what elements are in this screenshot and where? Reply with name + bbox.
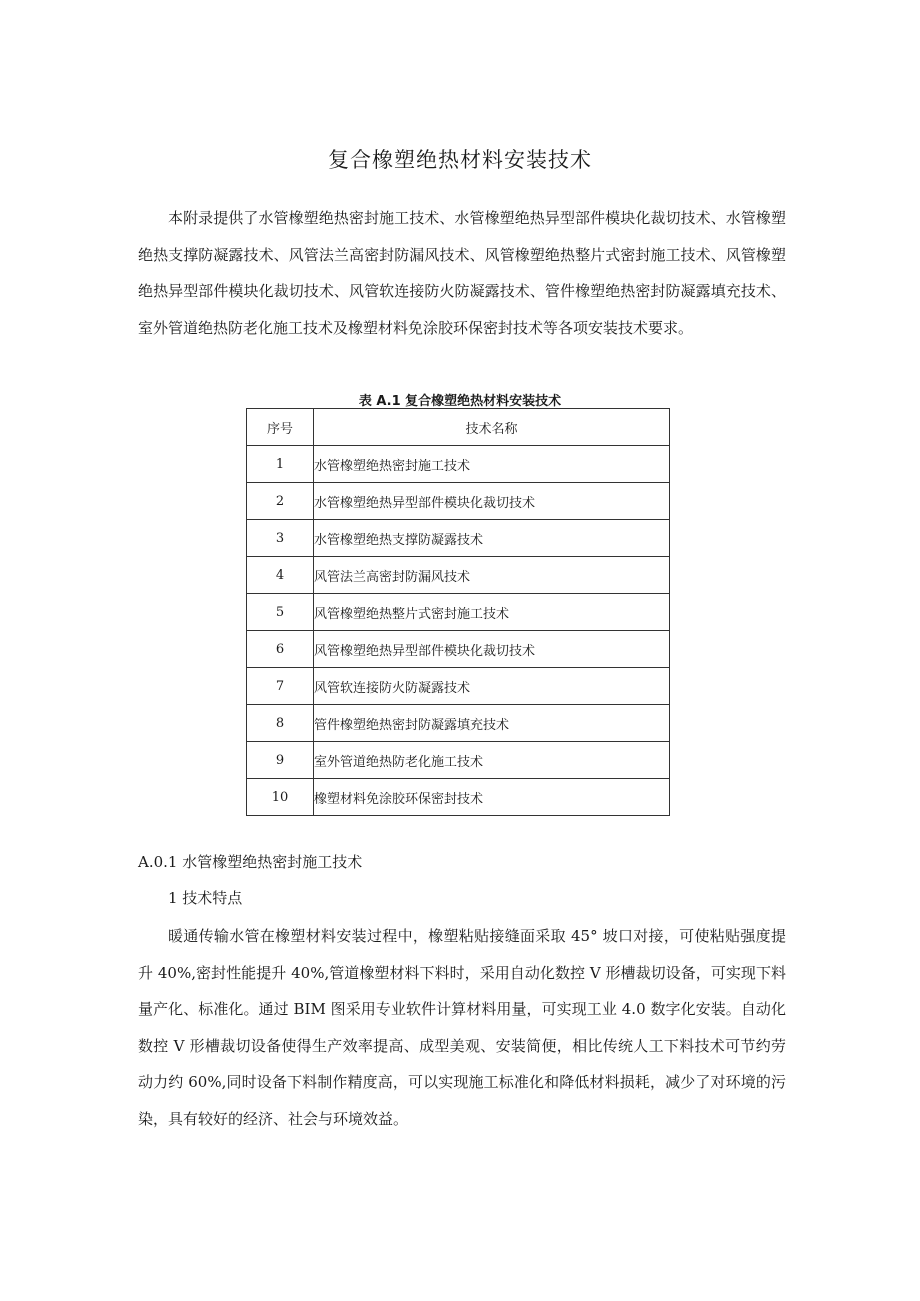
table-header-row <box>247 409 670 446</box>
row-tech-name: 水管橡塑绝热支撑防凝露技术 <box>314 520 670 557</box>
row-number: 8 <box>247 705 314 742</box>
row-number: 9 <box>247 742 314 779</box>
row-tech-name: 风管法兰高密封防漏风技术 <box>314 557 670 594</box>
row-tech-name: 室外管道绝热防老化施工技术 <box>314 742 670 779</box>
table-row <box>247 668 670 705</box>
row-number: 5 <box>247 594 314 631</box>
table-row <box>247 557 670 594</box>
row-number: 6 <box>247 631 314 668</box>
section-heading: A.0.1 水管橡塑绝热密封施工技术 <box>138 853 363 871</box>
row-tech-name: 水管橡塑绝热异型部件模块化裁切技术 <box>314 483 670 520</box>
intro-paragraph: 本附录提供了水管橡塑绝热密封施工技术、水管橡塑绝热异型部件模块化裁切技术、水管橡塑绝热支撑防凝露技术、风管法兰高密封防漏风技术、风管橡塑绝热整片式密封施工技术、风管橡塑绝热异型部件模块化裁切技术、风管软连接防火防凝露技术、管件橡塑绝热密封防凝露填充技术、室外管道绝热防老化施工技术及橡塑材料免涂胶环保密封技术等各项安装技术要求。 <box>138 209 786 337</box>
table-row <box>247 446 670 483</box>
table-row <box>247 483 670 520</box>
table-row <box>247 779 670 816</box>
row-tech-name: 水管橡塑绝热密封施工技术 <box>314 446 670 483</box>
table-row <box>247 594 670 631</box>
section-body-paragraph: 暖通传输水管在橡塑材料安装过程中，橡塑粘贴接缝面采取 45° 坡口对接，可使粘贴强度提升 40%,密封性能提升 40%,管道橡塑材料下料时，采用自动化数控 V 形槽裁切设备，可实现下料量产化、标准化。通过 BIM 图采用专业软件计算材料用量，可实现工业 4.0 数字化安装。自动化数控 V 形槽裁切设备使得生产效率提高、成型美观、安装简便，相比传统人工下料技术可节约劳动力约 60%,同时设备下料制作精度高，可以实现施工标准化和降低材料损耗，减少了对环境的污染，具有较好的经济、社会与环境效益。 <box>138 927 786 1128</box>
row-tech-name: 风管软连接防火防凝露技术 <box>314 668 670 705</box>
header-number: 序号 <box>247 409 314 446</box>
row-number: 4 <box>247 557 314 594</box>
row-number: 1 <box>247 446 314 483</box>
row-tech-name: 风管橡塑绝热异型部件模块化裁切技术 <box>314 631 670 668</box>
row-number: 2 <box>247 483 314 520</box>
row-tech-name: 风管橡塑绝热整片式密封施工技术 <box>314 594 670 631</box>
row-number: 3 <box>247 520 314 557</box>
row-tech-name: 橡塑材料免涂胶环保密封技术 <box>314 779 670 816</box>
header-tech-name: 技术名称 <box>314 409 670 446</box>
page-title: 复合橡塑绝热材料安装技术 <box>328 148 592 172</box>
table-row <box>247 520 670 557</box>
table-row <box>247 705 670 742</box>
technology-table <box>246 408 670 816</box>
table-caption: 表 A.1 复合橡塑绝热材料安装技术 <box>358 394 562 409</box>
row-number: 7 <box>247 668 314 705</box>
subsection-heading: 1 技术特点 <box>168 889 243 907</box>
row-number: 10 <box>247 779 314 816</box>
table-row <box>247 742 670 779</box>
table-row <box>247 631 670 668</box>
row-tech-name: 管件橡塑绝热密封防凝露填充技术 <box>314 705 670 742</box>
